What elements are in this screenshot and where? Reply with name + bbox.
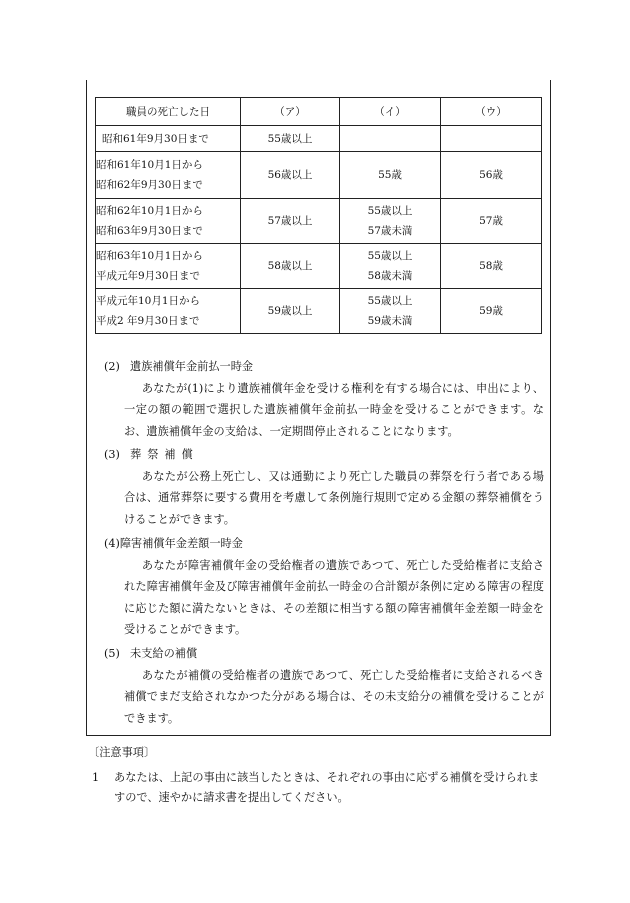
col-a-cell: 56歳以上 xyxy=(241,152,340,199)
col-u-cell: 58歳 xyxy=(441,244,542,289)
section-heading xyxy=(104,444,544,466)
section-title: 未支給の補償 xyxy=(130,647,198,660)
col-i-cell: 55歳以上 58歳未満 xyxy=(340,244,441,289)
col-u-cell: 59歳 xyxy=(441,289,542,334)
table-row xyxy=(96,199,542,244)
date-cell: 平成元年10月1日から 平成2 年9月30日まで xyxy=(96,289,241,334)
col-i-cell xyxy=(340,126,441,152)
table-row xyxy=(96,244,542,289)
col-a-cell: 57歳以上 xyxy=(241,199,340,244)
section-heading xyxy=(104,643,544,665)
notice-number: 1 xyxy=(92,771,100,784)
age-requirement-table xyxy=(95,97,542,334)
date-cell: 昭和63年10月1日から 平成元年9月30日まで xyxy=(96,244,241,289)
col-i-cell: 55歳以上 57歳未満 xyxy=(340,199,441,244)
section-number: (3) xyxy=(104,448,120,461)
header-u: （ウ） xyxy=(441,98,542,126)
table-header-row xyxy=(96,98,542,126)
table-row xyxy=(96,152,542,199)
section-heading xyxy=(104,356,544,378)
col-i-cell: 55歳 xyxy=(340,152,441,199)
section-title: 葬祭補償 xyxy=(130,448,199,461)
col-a-cell: 55歳以上 xyxy=(241,126,340,152)
section-title: (4)障害補償年金差額一時金 xyxy=(104,537,243,550)
notice-text: あなたは、上記の事由に該当したときは、それぞれの事由に応ずる補償を受けられますので、速やかに請求書を提出してください。 xyxy=(114,771,540,804)
section-number: (2) xyxy=(104,360,120,373)
date-cell: 昭和62年10月1日から 昭和63年9月30日まで xyxy=(96,199,241,244)
col-a-cell: 58歳以上 xyxy=(241,244,340,289)
header-a: （ア） xyxy=(241,98,340,126)
section-title: 遺族補償年金前払一時金 xyxy=(130,360,254,373)
col-i-cell: 55歳以上 59歳未満 xyxy=(340,289,441,334)
table-row xyxy=(96,126,542,152)
section-body: あなたが(1)により遺族補償年金を受ける権利を有する場合には、申出により、一定の額の範囲で選択した遺族補償年金前払一時金を受けることができます。なお、遺族補償年金の支給は、一定期間停止されることになります。 xyxy=(124,381,544,438)
col-u-cell: 57歳 xyxy=(441,199,542,244)
section-body: あなたが補償の受給権者の遺族であつて、死亡した受給権者に支給されるべき補償でまだ支給されなかつた分がある場合は、その未支給分の補償を受けることができます。 xyxy=(124,668,544,725)
col-a-cell: 59歳以上 xyxy=(241,289,340,334)
date-cell: 昭和61年9月30日まで xyxy=(96,126,241,152)
section-lump-sum-advance xyxy=(104,356,544,442)
col-u-cell: 56歳 xyxy=(441,152,542,199)
section-disability-difference xyxy=(104,533,544,641)
section-funeral xyxy=(104,444,544,530)
section-heading xyxy=(104,533,544,555)
col-u-cell xyxy=(441,126,542,152)
table-row xyxy=(96,289,542,334)
date-cell: 昭和61年10月1日から 昭和62年9月30日まで xyxy=(96,152,241,199)
section-unpaid xyxy=(104,643,544,729)
header-date: 職員の死亡した日 xyxy=(96,98,241,126)
notice-heading: 〔注意事項〕 xyxy=(88,746,156,759)
section-body: あなたが障害補償年金の受給権者の遺族であつて、死亡した受給権者に支給された障害補償年金及び障害補償年金前払一時金の合計額が条例に定める障害の程度に応じた額に満たないときは、その差額に相当する額の障害補償年金差額一時金を受けることができます。 xyxy=(124,558,544,637)
section-body: あなたが公務上死亡し、又は通勤により死亡した職員の葬祭を行う者である場合は、通常葬祭に要する費用を考慮して条例施行規則で定める金額の葬祭補償をうけることができます。 xyxy=(124,469,544,526)
notice-item xyxy=(92,768,544,808)
section-number: (5) xyxy=(104,647,120,660)
header-i: （イ） xyxy=(340,98,441,126)
